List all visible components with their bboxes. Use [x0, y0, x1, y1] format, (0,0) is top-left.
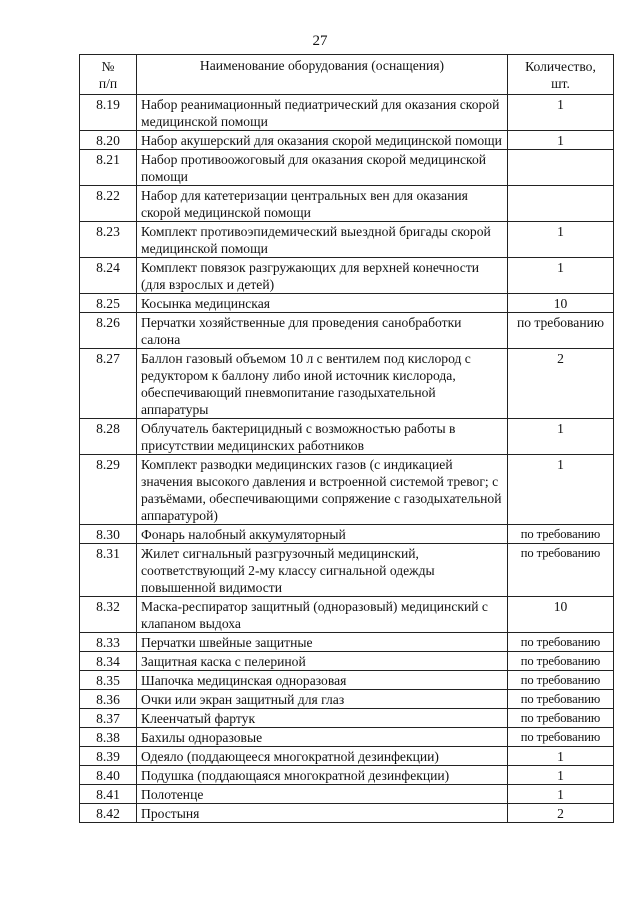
quantity: по требованию: [508, 525, 614, 544]
quantity: по требованию: [508, 728, 614, 747]
row-number: 8.27: [80, 349, 137, 419]
equipment-name: Шапочка медицинская одноразовая: [137, 671, 508, 690]
equipment-name: Набор акушерский для оказания скорой медицинской помощи: [137, 131, 508, 150]
quantity: 2: [508, 349, 614, 419]
quantity: [508, 186, 614, 222]
equipment-name: Маска-респиратор защитный (одноразовый) медицинский с клапаном выдоха: [137, 597, 508, 633]
quantity: 1: [508, 131, 614, 150]
row-number: 8.31: [80, 544, 137, 597]
quantity: 1: [508, 766, 614, 785]
table-row: [80, 671, 614, 690]
equipment-name: Набор реанимационный педиатрический для оказания скорой медицинской помощи: [137, 95, 508, 131]
equipment-name: Комплект противоэпидемический выездной бригады скорой медицинской помощи: [137, 222, 508, 258]
equipment-name: Перчатки швейные защитные: [137, 633, 508, 652]
row-number: 8.41: [80, 785, 137, 804]
equipment-name: Косынка медицинская: [137, 294, 508, 313]
equipment-name: Клеенчатый фартук: [137, 709, 508, 728]
table-row: [80, 455, 614, 525]
row-number: 8.36: [80, 690, 137, 709]
equipment-name: Очки или экран защитный для глаз: [137, 690, 508, 709]
row-number: 8.39: [80, 747, 137, 766]
equipment-name: Жилет сигнальный разгрузочный медицинский, соответствующий 2-му классу сигнальной одежды повышенной видимости: [137, 544, 508, 597]
page-number: 27: [312, 33, 328, 49]
row-number: 8.23: [80, 222, 137, 258]
header-quantity: Количество, шт.: [508, 55, 614, 95]
row-number: 8.21: [80, 150, 137, 186]
equipment-name: Бахилы одноразовые: [137, 728, 508, 747]
table-row: [80, 690, 614, 709]
equipment-name: Облучатель бактерицидный с возможностью работы в присутствии медицинских работников: [137, 419, 508, 455]
equipment-name: Простыня: [137, 804, 508, 823]
header-number: № п/п: [80, 55, 137, 95]
quantity: по требованию: [508, 633, 614, 652]
row-number: 8.32: [80, 597, 137, 633]
equipment-name: Набор противоожоговый для оказания скорой медицинской помощи: [137, 150, 508, 186]
row-number: 8.24: [80, 258, 137, 294]
table-row: [80, 313, 614, 349]
equipment-name: Баллон газовый объемом 10 л с вентилем под кислород с редуктором к баллону либо иной источник кислорода, обеспечивающий пневмопитание газодыхательной аппаратуры: [137, 349, 508, 419]
equipment-name: Полотенце: [137, 785, 508, 804]
quantity: по требованию: [508, 544, 614, 597]
quantity: 1: [508, 419, 614, 455]
table-body: [80, 95, 614, 823]
row-number: 8.38: [80, 728, 137, 747]
quantity: 10: [508, 597, 614, 633]
equipment-name: Комплект повязок разгружающих для верхней конечности (для взрослых и детей): [137, 258, 508, 294]
table-row: [80, 597, 614, 633]
quantity: по требованию: [508, 652, 614, 671]
quantity: 1: [508, 222, 614, 258]
quantity: по требованию: [508, 709, 614, 728]
equipment-name: Комплект разводки медицинских газов (с индикацией значения высокого давления и встроенной системой тревог; с разъёмами, обеспечивающими сопряжение с газодыхательной аппаратурой): [137, 455, 508, 525]
quantity: 1: [508, 747, 614, 766]
row-number: 8.34: [80, 652, 137, 671]
table-row: [80, 766, 614, 785]
quantity: 1: [508, 785, 614, 804]
table-row: [80, 728, 614, 747]
equipment-name: Перчатки хозяйственные для проведения санобработки салона: [137, 313, 508, 349]
table-row: [80, 785, 614, 804]
table-row: [80, 544, 614, 597]
row-number: 8.29: [80, 455, 137, 525]
row-number: 8.40: [80, 766, 137, 785]
quantity: 1: [508, 258, 614, 294]
quantity: 2: [508, 804, 614, 823]
table-row: [80, 349, 614, 419]
row-number: 8.37: [80, 709, 137, 728]
equipment-name: Подушка (поддающаяся многократной дезинфекции): [137, 766, 508, 785]
equipment-name: Защитная каска с пелериной: [137, 652, 508, 671]
table-row: [80, 150, 614, 186]
table-row: [80, 525, 614, 544]
table-row: [80, 131, 614, 150]
row-number: 8.19: [80, 95, 137, 131]
row-number: 8.28: [80, 419, 137, 455]
quantity: по требованию: [508, 690, 614, 709]
header-equipment-name: Наименование оборудования (оснащения): [137, 55, 508, 95]
row-number: 8.22: [80, 186, 137, 222]
quantity: 1: [508, 95, 614, 131]
equipment-name: Одеяло (поддающееся многократной дезинфекции): [137, 747, 508, 766]
quantity: по требованию: [508, 313, 614, 349]
table-row: [80, 652, 614, 671]
equipment-table: [79, 54, 614, 823]
table-row: [80, 804, 614, 823]
row-number: 8.33: [80, 633, 137, 652]
quantity: по требованию: [508, 671, 614, 690]
quantity: 1: [508, 455, 614, 525]
table-row: [80, 258, 614, 294]
table-header-row: [80, 55, 614, 95]
table-row: [80, 186, 614, 222]
equipment-name: Фонарь налобный аккумуляторный: [137, 525, 508, 544]
row-number: 8.42: [80, 804, 137, 823]
table-row: [80, 294, 614, 313]
row-number: 8.20: [80, 131, 137, 150]
quantity: [508, 150, 614, 186]
table-row: [80, 709, 614, 728]
row-number: 8.26: [80, 313, 137, 349]
row-number: 8.30: [80, 525, 137, 544]
table-row: [80, 95, 614, 131]
row-number: 8.35: [80, 671, 137, 690]
equipment-name: Набор для катетеризации центральных вен для оказания скорой медицинской помощи: [137, 186, 508, 222]
quantity: 10: [508, 294, 614, 313]
table-row: [80, 747, 614, 766]
row-number: 8.25: [80, 294, 137, 313]
table-row: [80, 633, 614, 652]
table-row: [80, 419, 614, 455]
table-row: [80, 222, 614, 258]
